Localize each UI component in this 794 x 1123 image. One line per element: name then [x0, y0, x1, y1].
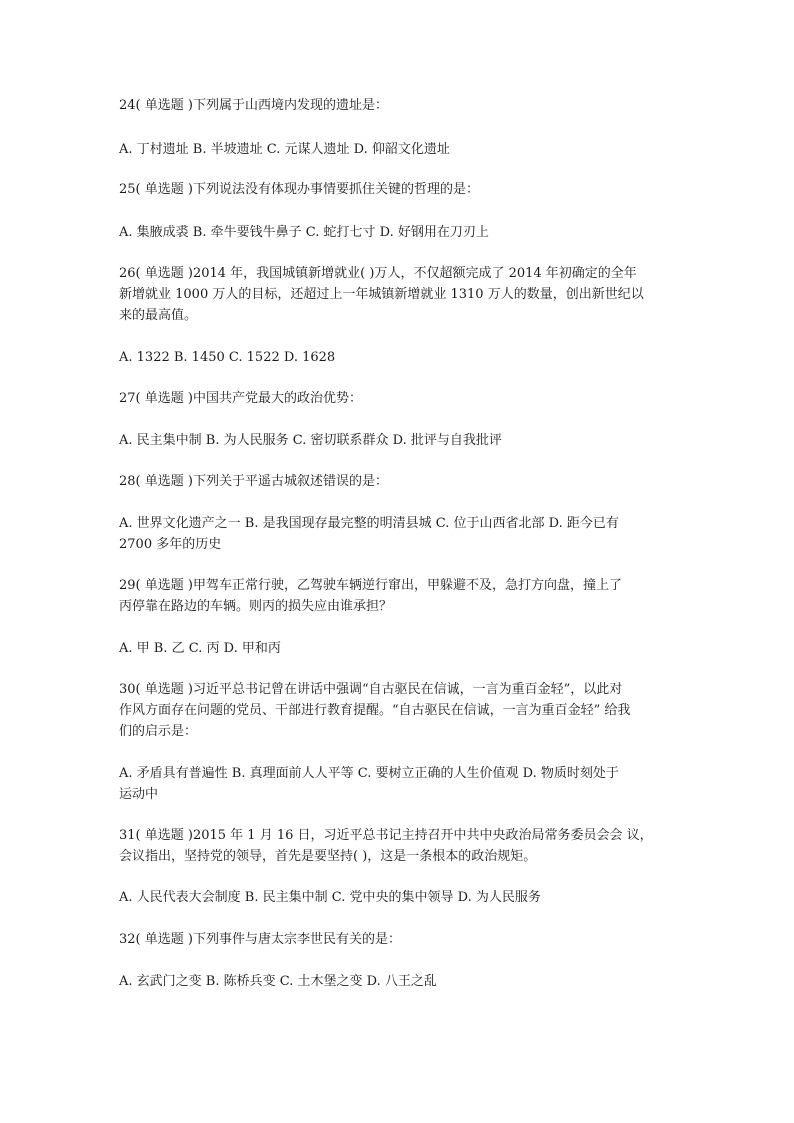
question-28-options-line-2: 2700 多年的历史 [119, 537, 222, 552]
question-30-options-line-2: 运动中 [119, 787, 159, 802]
question-30-stem-line-2: 作风方面存在问题的党员、干部进行教育提醒。“自古驱民在信诚，一言为重百金轻” 给我 [119, 703, 631, 718]
question-28-options-line-1: A. 世界文化遗产之一 B. 是我国现存最完整的明清县城 C. 位于山西省北部 D. 距今已有 [119, 516, 619, 531]
question-25-stem: 25( 单选题 )下列说法没有体现办事情要抓住关键的哲理的是： [119, 182, 479, 197]
question-32-stem: 32( 单选题 )下列事件与唐太宗李世民有关的是： [119, 932, 401, 947]
question-26-stem-line-3: 来的最高值。 [119, 308, 198, 323]
question-29-options: A. 甲 B. 乙 C. 丙 D. 甲和丙 [119, 641, 281, 656]
question-30-options-line-1: A. 矛盾具有普遍性 B. 真理面前人人平等 C. 要树立正确的人生价值观 D. 物质时刻处于 [119, 766, 619, 781]
question-29-stem-line-1: 29( 单选题 )甲驾车正常行驶，乙驾驶车辆逆行窜出，甲躲避不及，急打方向盘，撞上了 [119, 578, 622, 593]
question-28-stem: 28( 单选题 )下列关于平遥古城叙述错误的是： [119, 474, 388, 489]
question-31-options: A. 人民代表大会制度 B. 民主集中制 C. 党中央的集中领导 D. 为人民服务 [119, 890, 541, 905]
question-27-options: A. 民主集中制 B. 为人民服务 C. 密切联系群众 D. 批评与自我批评 [119, 433, 502, 448]
question-26-stem-line-1: 26( 单选题 )2014 年，我国城镇新增就业( )万人，不仅超额完成了 2014 年初确定的全年 [119, 266, 637, 281]
question-29-stem-line-2: 丙停靠在路边的车辆。则丙的损失应由谁承担？ [119, 599, 393, 614]
question-31-stem-line-2: 会议指出，坚持党的领导，首先是要坚持( )，这是一条根本的政治规矩。 [119, 849, 537, 864]
question-30-stem-line-3: 们的启示是： [119, 724, 198, 739]
question-27-stem: 27( 单选题 )中国共产党最大的政治优势： [119, 391, 362, 406]
question-25-options: A. 集腋成裘 B. 牵牛要钱牛鼻子 C. 蛇打七寸 D. 好钢用在刀刃上 [119, 225, 489, 240]
question-32-options: A. 玄武门之变 B. 陈桥兵变 C. 土木堡之变 D. 八王之乱 [119, 974, 437, 989]
question-26-options: A. 1322 B. 1450 C. 1522 D. 1628 [119, 350, 336, 365]
question-24-options: A. 丁村遗址 B. 半坡遗址 C. 元谋人遗址 D. 仰韶文化遗址 [119, 142, 450, 157]
question-24-stem: 24( 单选题 )下列属于山西境内发现的遗址是： [119, 98, 388, 113]
question-26-stem-line-2: 新增就业 1000 万人的目标，还超过上一年城镇新增就业 1310 万人的数量，创出新世纪以 [119, 287, 644, 302]
question-30-stem-line-1: 30( 单选题 )习近平总书记曾在讲话中强调“自古驱民在信诚，一言为重百金轻”，以此对 [119, 682, 623, 697]
question-31-stem-line-1: 31( 单选题 )2015 年 1 月 16 日，习近平总书记主持召开中共中央政治局常务委员会会 议， [119, 828, 653, 843]
